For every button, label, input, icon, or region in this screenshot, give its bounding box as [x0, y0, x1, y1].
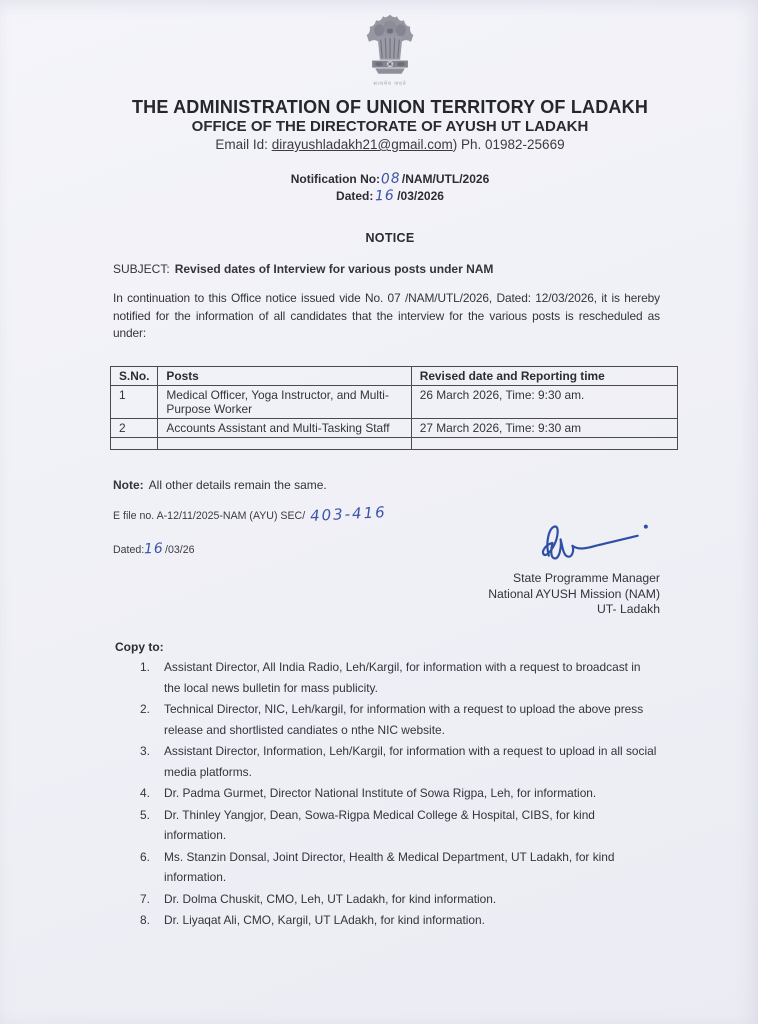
- notification-no-label: Notification No:: [290, 172, 381, 186]
- cell-posts: [158, 438, 411, 450]
- list-item: Ms. Stanzin Donsal, Joint Director, Health & Medical Department, UT Ladakh, for kind information.: [164, 849, 615, 884]
- list-item: Dr. Dolma Chuskit, CMO, Leh, UT Ladakh, for kind information.: [164, 891, 497, 906]
- col-header-sno: S.No.: [111, 367, 158, 386]
- list-item: Dr. Thinley Yangjor, Dean, Sowa-Rigpa Medical College & Hospital, CIBS, for kind information.: [164, 807, 595, 842]
- signatory-designation: State Programme Manager: [513, 571, 660, 585]
- handwritten-bottom-date: 16: [143, 540, 165, 558]
- signatory-territory: UT- Ladakh: [596, 602, 660, 616]
- india-national-emblem-icon: [355, 65, 425, 82]
- note-label: Note:: [113, 478, 144, 492]
- signatory-organisation: National AYUSH Mission (NAM): [488, 586, 660, 601]
- cell-sno: 2: [111, 419, 158, 438]
- phone-text: ) Ph. 01982-25669: [452, 137, 565, 152]
- list-item: Dr. Padma Gurmet, Director National Institute of Sowa Rigpa, Leh, for information.: [164, 786, 597, 800]
- email-link[interactable]: dirayushladakh21@gmail.com: [271, 137, 453, 152]
- list-item: Assistant Director, All India Radio, Leh/Kargil, for information with a request to broadcast in the local news bulletin for mass publicity.: [164, 660, 641, 695]
- signatory-block: [380, 571, 660, 618]
- subject-line: [113, 262, 673, 276]
- handwritten-efile-number: 403-416: [309, 503, 388, 525]
- cell-date: 27 March 2026, Time: 9:30 am: [411, 419, 677, 438]
- letterhead-emblem: [348, 12, 432, 87]
- bottom-dated-suffix: /03/26: [165, 544, 195, 556]
- cell-posts: Accounts Assistant and Multi-Tasking Staff: [158, 419, 411, 438]
- list-item: Dr. Liyaqat Ali, CMO, Kargil, UT LAdakh, for kind information.: [164, 913, 485, 927]
- handwritten-signature-icon: [518, 514, 654, 572]
- subject-text: Revised dates of Interview for various posts under NAM: [174, 262, 494, 276]
- table-row-empty: [111, 438, 678, 450]
- email-label: Email Id:: [215, 137, 268, 152]
- list-item: Assistant Director, Information, Leh/Kargil, for information with a request to upload in all social media platforms.: [164, 744, 657, 779]
- table-row: [111, 386, 678, 419]
- cell-date: 26 March 2026, Time: 9:30 am.: [411, 386, 677, 419]
- body-paragraph: In continuation to this Office notice issued vide No. 07 /NAM/UTL/2026, Dated: 12/03/2026, it is hereby notified for the information of all candidates that the interview for the various posts is rescheduled as under:: [113, 291, 660, 340]
- list-item: Technical Director, NIC, Leh/kargil, for information with a request to upload the above press release and shortlisted candiates o nthe NIC website.: [164, 702, 644, 737]
- notification-no-suffix: /NAM/UTL/2026: [401, 172, 490, 186]
- org-title: THE ADMINISTRATION OF UNION TERRITORY OF LADAKH: [131, 97, 649, 117]
- cell-sno: 1: [111, 386, 158, 419]
- emblem-motto: सत्यमेव जयते: [373, 81, 407, 87]
- efile-printed: E file no. A-12/11/2025-NAM (AYU) SEC/: [113, 510, 306, 522]
- copy-to-heading: Copy to:: [115, 640, 164, 654]
- handwritten-date: 16: [375, 187, 396, 205]
- contact-line: [22, 137, 758, 152]
- bottom-dated-label: Dated:: [113, 544, 145, 556]
- efile-line: [113, 505, 387, 523]
- cell-date: [411, 438, 677, 450]
- table-header-row: [111, 367, 678, 386]
- table-row: [111, 419, 678, 438]
- copy-to-list: [140, 657, 658, 932]
- dated-label: Dated:: [336, 189, 374, 203]
- notice-heading: NOTICE: [365, 231, 415, 245]
- note-line: [113, 478, 327, 492]
- handwritten-notification-number: 08: [380, 170, 402, 188]
- org-subtitle: OFFICE OF THE DIRECTORATE OF AYUSH UT LADAKH: [191, 118, 589, 135]
- notification-date-line: [22, 188, 758, 205]
- cell-posts: Medical Officer, Yoga Instructor, and Multi-Purpose Worker: [158, 386, 411, 419]
- col-header-date: Revised date and Reporting time: [411, 367, 677, 386]
- note-text: All other details remain the same.: [148, 478, 327, 492]
- notification-block: [22, 171, 758, 205]
- notification-number-line: [22, 171, 758, 188]
- subject-label: SUBJECT:: [113, 262, 170, 276]
- cell-sno: [111, 438, 158, 450]
- dated-suffix: /03/2026: [397, 189, 444, 203]
- bottom-date-line: [113, 541, 195, 557]
- interview-schedule-table: [110, 366, 678, 450]
- col-header-posts: Posts: [158, 367, 411, 386]
